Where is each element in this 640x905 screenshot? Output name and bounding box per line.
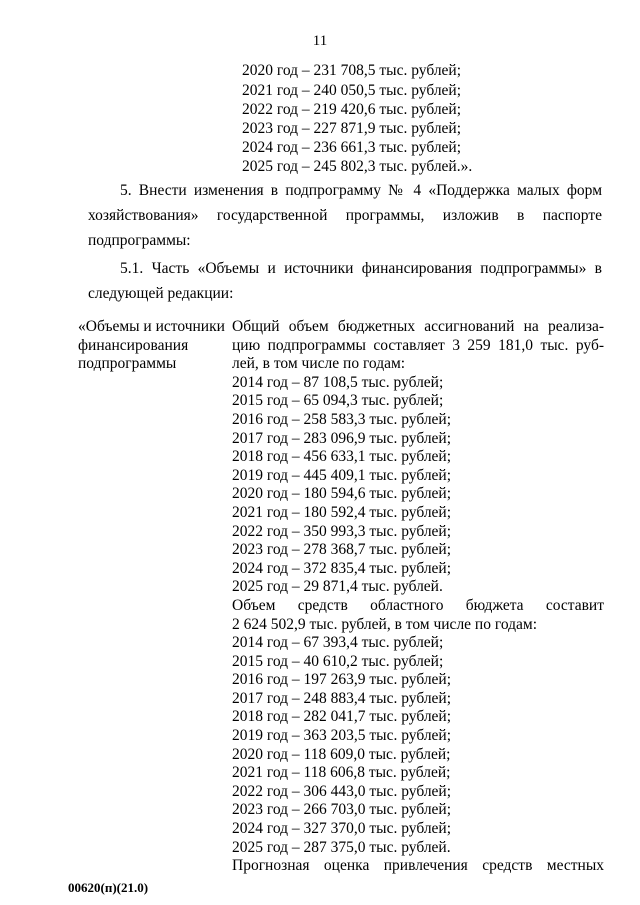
total-year-line: 2024 год – 372 835,4 тыс. рублей;: [232, 559, 452, 577]
total-year-line: 2025 год – 29 871,4 тыс. рублей.: [232, 578, 443, 596]
regional-year-line: 2025 год – 287 375,0 тыс. рублей.: [232, 838, 451, 856]
regional-year-line: 2024 год – 327 370,0 тыс. рублей;: [232, 820, 452, 838]
regional-year-line: 2018 год – 282 041,7 тыс. рублей;: [232, 708, 452, 726]
regional-year-line: 2019 год – 363 203,5 тыс. рублей;: [232, 727, 452, 745]
total-year-line: 2017 год – 283 096,9 тыс. рублей;: [232, 429, 452, 447]
regional-year-line: 2016 год – 197 263,9 тыс. рублей;: [232, 671, 452, 689]
top-year-line: 2021 год – 240 050,5 тыс. рублей;: [242, 82, 462, 99]
total-intro-line: лей, в том числе по годам:: [232, 355, 406, 373]
regional-year-line: 2020 год – 118 609,0 тыс. рублей;: [232, 745, 451, 763]
regional-year-line: 2015 год – 40 610,2 тыс. рублей;: [232, 652, 444, 670]
regional-year-line: 2023 год – 266 703,0 тыс. рублей;: [232, 801, 452, 819]
total-year-line: 2015 год – 65 094,3 тыс. рублей;: [232, 392, 444, 410]
regional-year-line: 2017 год – 248 883,4 тыс. рублей;: [232, 689, 452, 707]
paragraph-5-1-text: 5.1. Часть «Объемы и источники финансирования подпрограммы» в следующей редакции:: [88, 260, 602, 302]
total-year-line: 2019 год – 445 409,1 тыс. рублей;: [232, 466, 452, 484]
total-intro-line: цию подпрограммы составляет 3 259 181,0 тыс. руб-: [232, 336, 604, 354]
page-number: 11: [312, 33, 328, 49]
total-year-line: 2023 год – 278 368,7 тыс. рублей;: [232, 541, 452, 559]
footer-document-code: 00620(п)(21.0): [68, 880, 149, 895]
total-year-line: 2014 год – 87 108,5 тыс. рублей;: [232, 373, 444, 391]
total-year-line: 2021 год – 180 592,4 тыс. рублей;: [232, 503, 452, 521]
top-year-line: 2024 год – 236 661,3 тыс. рублей;: [242, 139, 462, 156]
total-year-line: 2020 год – 180 594,6 тыс. рублей;: [232, 485, 452, 503]
top-year-line: 2023 год – 227 871,9 тыс. рублей;: [242, 120, 462, 137]
regional-year-line: 2014 год – 67 393,4 тыс. рублей;: [232, 634, 444, 652]
regional-intro-line: Объем средств областного бюджета составит: [232, 596, 604, 614]
top-year-line: 2025 год – 245 802,3 тыс. рублей.».: [242, 158, 473, 175]
total-year-line: 2022 год – 350 993,3 тыс. рублей;: [232, 522, 452, 540]
total-year-line: 2016 год – 258 583,3 тыс. рублей;: [232, 410, 452, 428]
total-year-line: 2018 год – 456 633,1 тыс. рублей;: [232, 448, 452, 466]
paragraph-5-1: [88, 256, 602, 306]
top-year-line: 2022 год – 219 420,6 тыс. рублей;: [242, 101, 462, 118]
top-year-line: 2020 год – 231 708,5 тыс. рублей;: [242, 62, 462, 79]
table-left-label: «Объемы и источники финансирования подпрограммы: [78, 318, 225, 373]
local-intro-line: Прогнозная оценка привлечения средств местных: [232, 857, 604, 875]
regional-year-line: 2021 год – 118 606,8 тыс. рублей;: [232, 764, 451, 782]
regional-year-line: 2022 год – 306 443,0 тыс. рублей;: [232, 782, 452, 800]
paragraph-5-text: 5. Внести изменения в подпрограмму № 4 «Поддержка малых форм хозяйствования» государственной программы, изложив в паспорте подпрограммы:: [88, 182, 602, 249]
table-right-content: [232, 318, 604, 876]
regional-intro-line: 2 624 502,9 тыс. рублей, в том числе по годам:: [232, 615, 538, 633]
paragraph-5: [88, 178, 602, 253]
total-intro-line: Общий объем бюджетных ассигнований на реализа-: [232, 318, 604, 335]
